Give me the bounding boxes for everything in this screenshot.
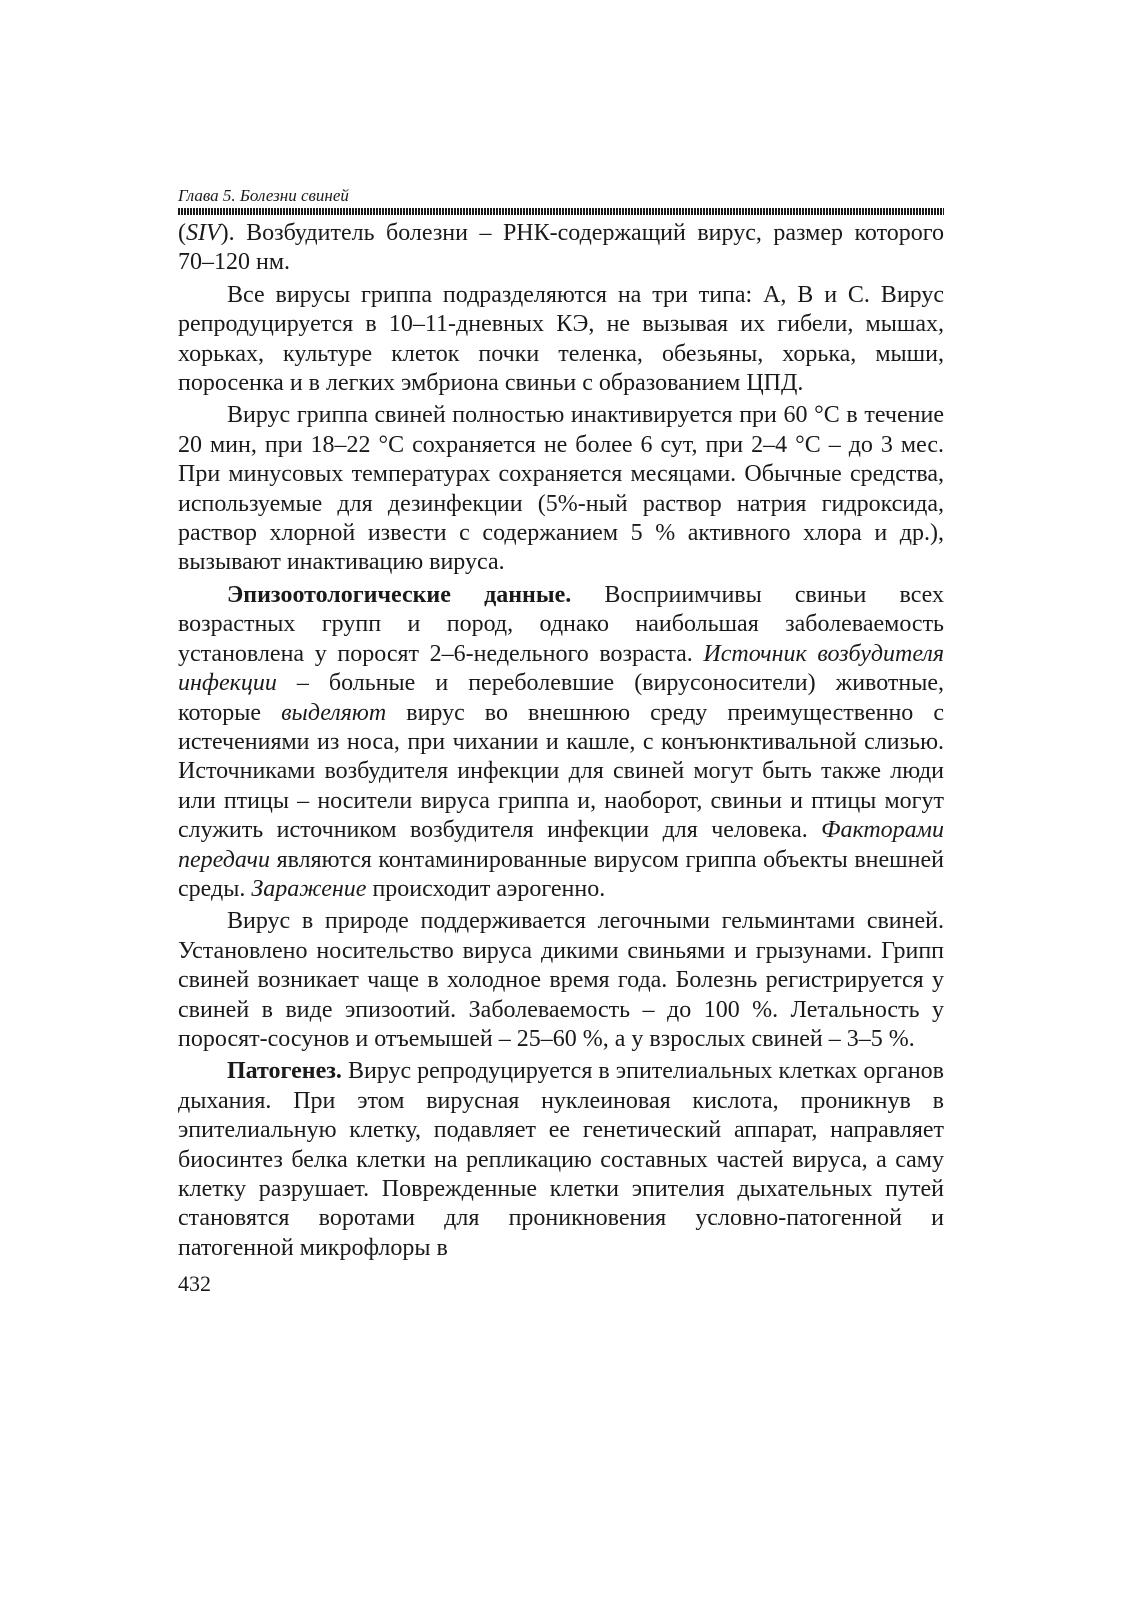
header-rule xyxy=(178,208,944,215)
paragraph-1 xyxy=(178,219,944,278)
p4-term-factors: Факторами передачи xyxy=(178,817,944,873)
paragraph-4 xyxy=(178,581,944,904)
p1-part-c: ). Возбудитель болезни – РНК-содержащий вирус, размер которого 70–120 нм. xyxy=(178,220,944,276)
p4-term-release: выделяют xyxy=(281,699,387,726)
p4-part-c: – больные и переболевшие (вирусоносители) животные, которые xyxy=(178,670,944,726)
p1-part-a: ( xyxy=(178,220,186,246)
paragraph-6 xyxy=(178,1057,944,1263)
book-page xyxy=(178,186,944,1297)
running-head: Глава 5. Болезни свиней xyxy=(178,186,349,205)
p4-part-e: вирус во внешнюю среду преимущественно с истечениями из носа, при чихании и кашле, с конъюнктивальной слизью. Источниками возбудителя инфекции для свиней могут быть также люди или птицы – носители вируса гриппа и, наоборот, свиньи и птицы могут служить источником возбудителя инфекции для человека. xyxy=(178,699,944,844)
p6-part-a: Вирус репродуцируется в эпителиальных клетках органов дыхания. При этом вирусная нуклеиновая кислота, проникнув в эпителиальную клетку, подавляет ее генетический аппарат, направляет биосинтез белка клетки на репликацию составных частей вируса, а саму клетку разрушает. Поврежденные клетки эпителия дыхательных путей становятся воротами для проникновения условно-патогенной и патогенной микрофлоры в xyxy=(178,1058,944,1261)
p4-part-i: происходит аэрогенно. xyxy=(366,875,606,902)
body-text xyxy=(178,219,944,1263)
paragraph-5: Вирус в природе поддерживается легочными гельминтами свиней. Установлено носительство вируса дикими свиньями и грызунами. Грипп свиней возникает чаще в холодное время года. Болезнь регистрируется у свиней в виде эпизоотий. Заболеваемость – до 100 %. Летальность у поросят-сосунов и отъемышей – 25–60 %, а у взрослых свиней – 3–5 %. xyxy=(178,908,944,1052)
page-number: 432 xyxy=(178,1271,211,1297)
section-heading-epizootology: Эпизоотологические данные. xyxy=(227,581,572,608)
paragraph-2: Все вирусы гриппа подразделяются на три типа: А, В и С. Вирус репродуцируется в 10–11-дневных КЭ, не вызывая их гибели, мышах, хорьках, культуре клеток почки теленка, обезьяны, хорька, мыши, поросенка и в легких эмбриона свиньи с образованием ЦПД. xyxy=(178,281,944,397)
p4-term-infection: Заражение xyxy=(251,875,367,902)
p4-part-a: Восприимчивы свиньи всех возрастных групп и пород, однако наибольшая заболеваемость установлена у поросят 2–6-недельного возраста. xyxy=(178,581,944,667)
p4-part-g: являются контаминированные вирусом гриппа объекты внешней среды. xyxy=(178,846,944,902)
p1-abbreviation: SIV xyxy=(186,220,221,246)
p4-term-source: Источник возбудителя инфекции xyxy=(178,640,944,697)
paragraph-3: Вирус гриппа свиней полностью инактивируется при 60 °С в течение 20 мин, при 18–22 °С сохраняется не более 6 сут, при 2–4 °С – до 3 мес. При минусовых температурах сохраняется месяцами. Обычные средства, используемые для дезинфекции (5%-ный раствор натрия гидроксида, раствор хлорной извести с содержанием 5 % активного хлора и др.), вызывают инактивацию вируса. xyxy=(178,402,944,576)
section-heading-pathogenesis: Патогенез. xyxy=(227,1058,342,1085)
